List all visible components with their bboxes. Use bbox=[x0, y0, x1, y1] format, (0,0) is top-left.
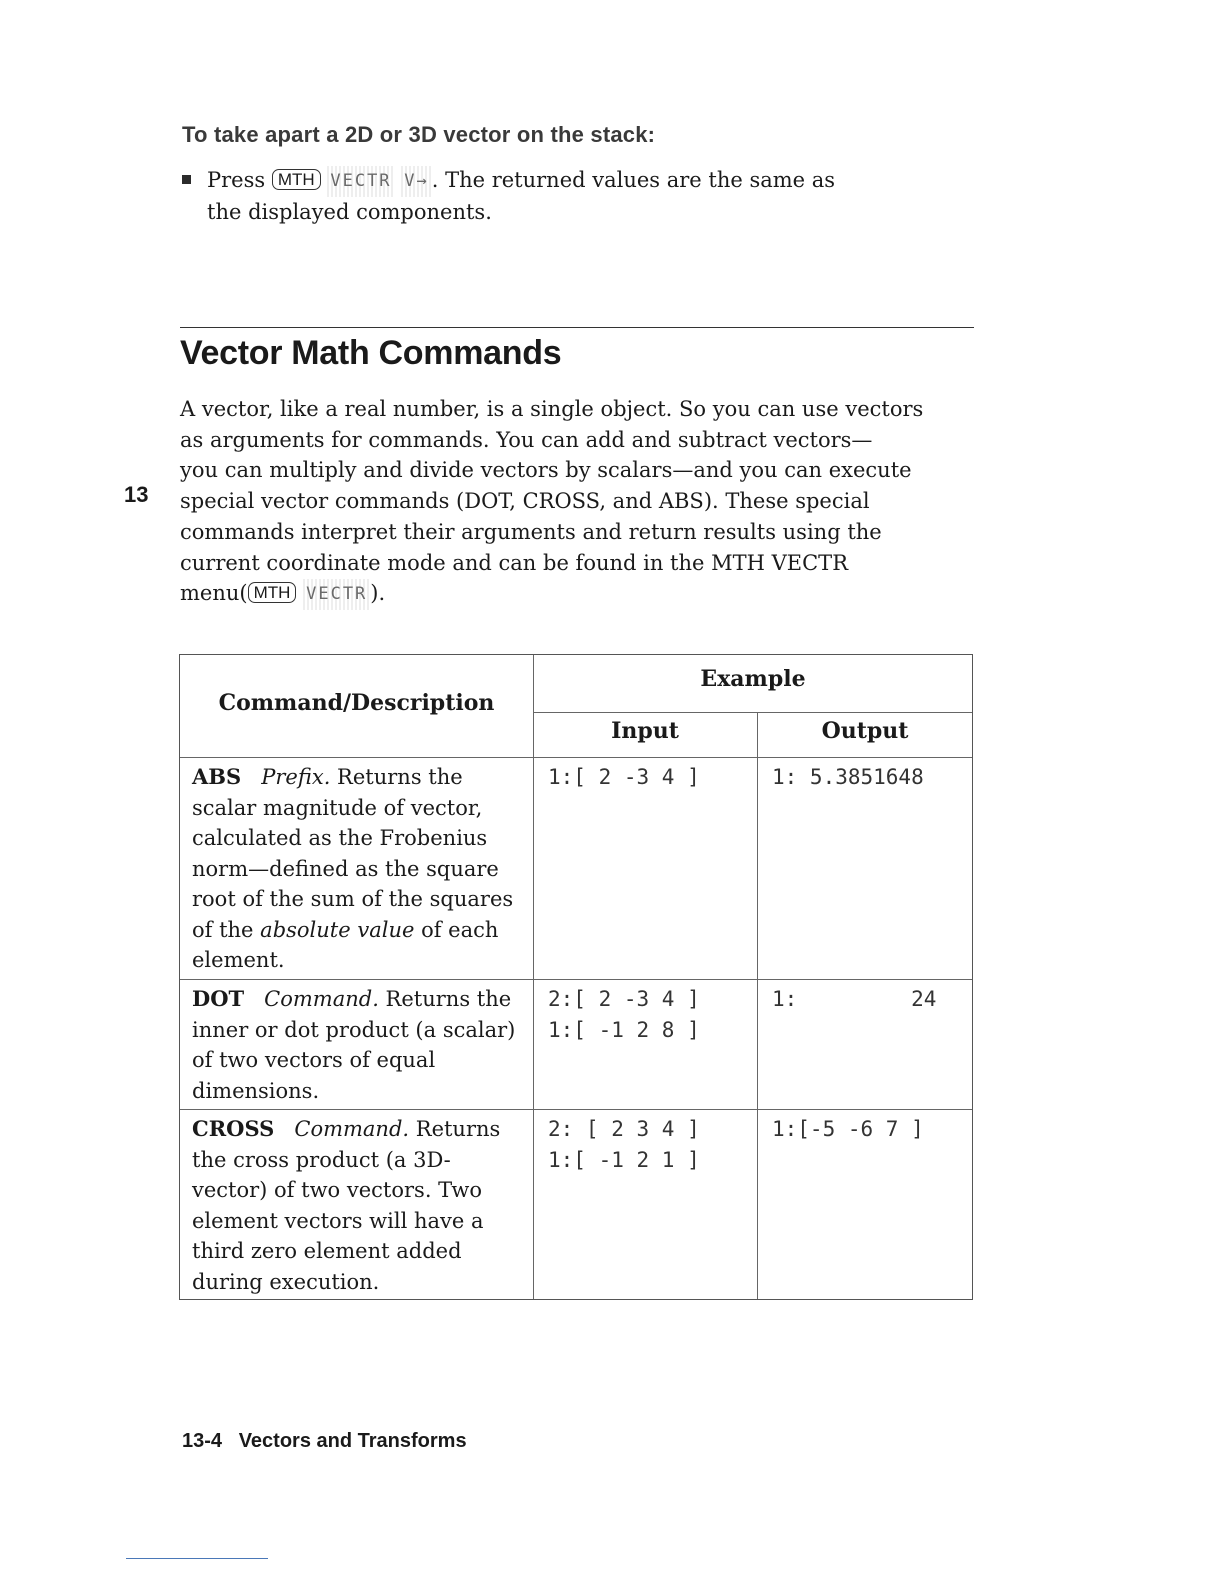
command-name: ABS bbox=[192, 764, 242, 789]
header-example: Example bbox=[700, 666, 806, 692]
command-desc: Returns the scalar magnitude of vector, calculated as the Frobenius norm—defined as the square root of the sum of the squares of the bbox=[192, 765, 514, 942]
input-value: 2: [ 2 3 4 ] 1:[ -1 2 1 ] bbox=[548, 1117, 700, 1172]
subsection-heading: To take apart a 2D or 3D vector on the stack: bbox=[182, 122, 656, 147]
output-value: 1: 24 bbox=[772, 987, 937, 1011]
table-divider bbox=[533, 712, 972, 713]
intro-line: commands interpret their arguments and return results using the bbox=[180, 519, 882, 544]
header-output: Output bbox=[821, 718, 909, 744]
menu-suffix: ). bbox=[370, 581, 386, 606]
mth-key: MTH bbox=[248, 582, 297, 603]
vectr-softkey: VECTR bbox=[327, 166, 394, 197]
table-divider bbox=[757, 712, 758, 1299]
output-value: 1: 5.3851648 bbox=[772, 765, 924, 789]
intro-line: current coordinate mode and can be found in the MTH VECTR bbox=[180, 550, 849, 575]
bullet-paragraph bbox=[182, 165, 982, 228]
command-name: CROSS bbox=[192, 1116, 275, 1141]
intro-line: you can multiply and divide vectors by scalars—and you can execute bbox=[180, 458, 912, 483]
intro-line: special vector commands (DOT, CROSS, and ABS). These special bbox=[180, 489, 870, 514]
page-footer: 13-4 Vectors and Transforms bbox=[182, 1430, 467, 1452]
vectr-softkey: VECTR bbox=[303, 579, 370, 610]
table-divider bbox=[180, 979, 972, 980]
table-divider bbox=[180, 757, 972, 758]
input-value: 1:[ 2 -3 4 ] bbox=[548, 765, 700, 789]
mth-key: MTH bbox=[272, 169, 321, 190]
bullet-icon bbox=[182, 175, 191, 184]
v-arrow-softkey: V→ bbox=[401, 166, 431, 197]
command-type: Command. bbox=[264, 987, 379, 1011]
table-row bbox=[192, 984, 522, 1106]
header-input: Input bbox=[611, 718, 679, 744]
chapter-tab: 13 bbox=[124, 482, 149, 507]
table-row bbox=[192, 1114, 522, 1297]
press-text: Press bbox=[207, 168, 266, 192]
section-title: Vector Math Commands bbox=[180, 334, 562, 372]
table-divider bbox=[533, 655, 534, 1299]
command-type: Command. bbox=[294, 1117, 410, 1141]
output-value: 1:[-5 -6 7 ] bbox=[772, 1117, 924, 1141]
input-value: 2:[ 2 -3 4 ] 1:[ -1 2 8 ] bbox=[548, 987, 700, 1042]
intro-line-last bbox=[180, 578, 980, 610]
footer-rule bbox=[126, 1558, 268, 1559]
command-emphasis: absolute value bbox=[260, 917, 415, 942]
intro-line: as arguments for commands. You can add and subtract vectors— bbox=[180, 427, 873, 452]
commands-table bbox=[179, 654, 973, 1300]
command-desc: Returns the cross product (a 3D-vector) of two vectors. Two element vectors will have a third zero element added during execution. bbox=[192, 1117, 501, 1294]
command-desc: Returns the inner or dot product (a scalar) of two vectors of equal dimensions. bbox=[192, 987, 516, 1103]
command-name: DOT bbox=[192, 986, 245, 1011]
intro-paragraph bbox=[180, 394, 980, 610]
menu-prefix: menu( bbox=[180, 581, 248, 606]
command-desc: of each element. bbox=[192, 917, 499, 972]
command-type: Prefix. bbox=[261, 765, 331, 789]
section-rule bbox=[180, 327, 974, 328]
bullet-rest-text: . The returned values are the same as bbox=[431, 168, 836, 192]
table-divider bbox=[180, 1109, 972, 1110]
table-row bbox=[192, 762, 522, 976]
intro-line: A vector, like a real number, is a single object. So you can use vectors bbox=[180, 397, 924, 421]
header-command: Command/Description bbox=[218, 690, 495, 716]
bullet-line2: the displayed components. bbox=[207, 200, 492, 224]
